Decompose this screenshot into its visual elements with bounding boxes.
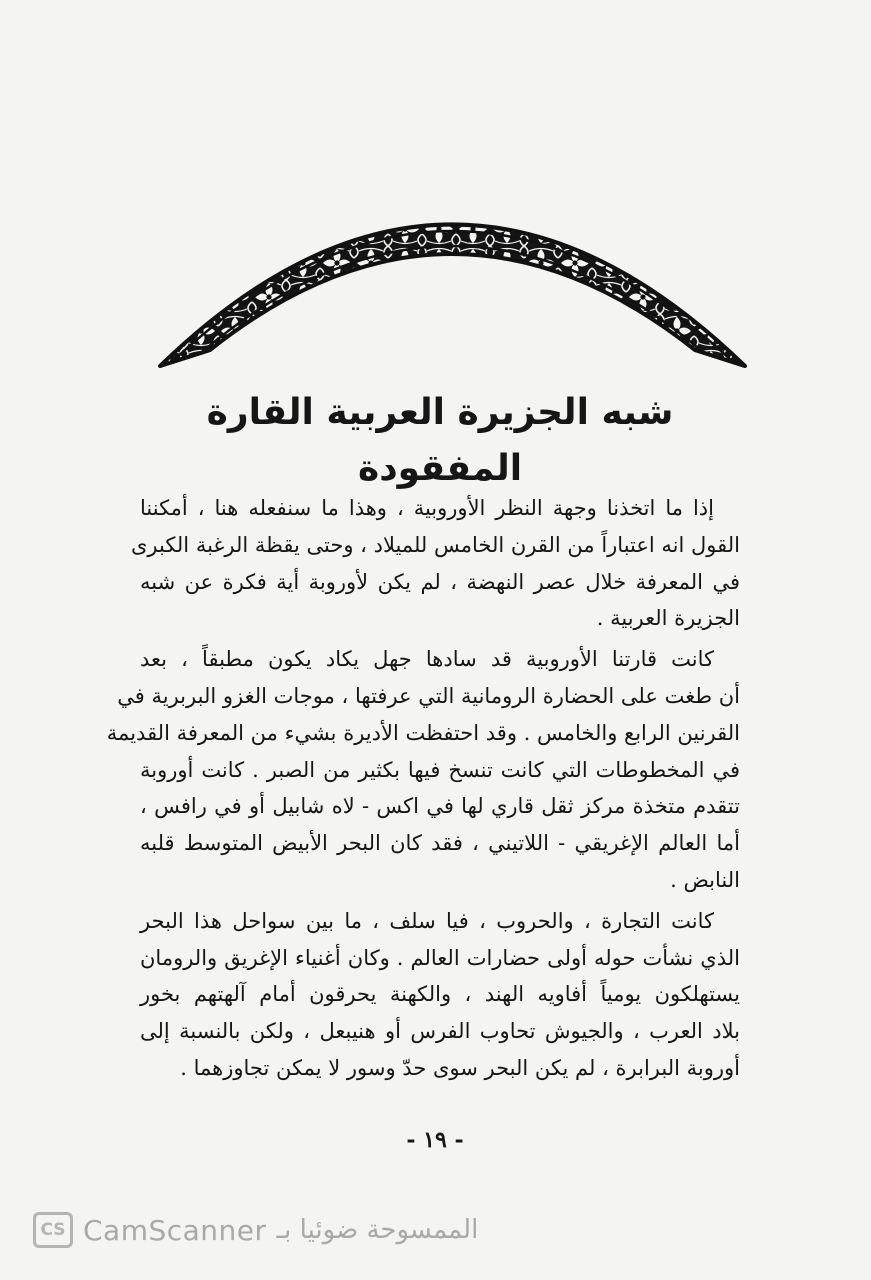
chapter-title: شبه الجزيرة العربية القارة المفقودة [206,392,674,489]
text-line: القول انه اعتباراً من القرن الخامس للميلاد ، وحتى يقظة الرغبة الكبرى [130,532,740,557]
text-line: تتقدم متخذة مركز ثقل قاري لها في اكس - لاه شابيل أو في رافس ، [140,794,740,819]
text-line: الذي نشأت حوله أولى حضارات العالم . وكان أغنياء الإغريق والرومان [140,945,740,970]
page-number: - ١٩ - [406,1127,464,1153]
text-line: أما العالم الإغريقي - اللاتيني ، فقد كان البحر الأبيض المتوسط قلبه [140,831,740,856]
text-line: يستهلكون يومياً أفاويه الهند ، والكهنة يحرقون أمام آلهتهم بخور [140,982,740,1007]
text-line: إذا ما اتخذنا وجهة النظر الأوروبية ، وهذا ما سنفعله هنا ، أمكننا [140,496,714,520]
text-line: كانت التجارة ، والحروب ، فيا سلف ، ما بين سواحل هذا البحر [140,908,714,933]
camscanner-watermark [33,1210,478,1250]
text-line: أوروبة البرابرة ، لم يكن البحر سوى حدّ وسور لا يمكن تجاوزهما . [180,1055,740,1080]
paragraph [106,641,740,899]
watermark-caption: الممسوحة ضوئيا بـ [276,1215,479,1245]
text-line: كانت قارتنا الأوروبية قد سادها جهل يكاد يكون مطبقاً ، بعد [140,647,714,672]
text-line: في المعرفة خلال عصر النهضة ، لم يكن لأوروبة أية فكرة عن شبه [140,569,740,594]
text-line: القرنين الرابع والخامس . وقد احتفظت الأديرة بشيء من المعرفة القديمة [106,720,740,745]
watermark-brand: CamScanner [83,1213,267,1247]
paragraph [130,490,740,637]
text-line: في المخطوطات التي كانت تنسخ فيها بكثير من الصبر . كانت أوروبة [140,757,740,782]
body-text [106,490,740,1087]
text-line: بلاد العرب ، والجيوش تحاوب الفرس أو هنيبعل ، ولكن بالنسبة إلى [140,1019,740,1044]
paragraph [140,903,740,1087]
text-line: الجزيرة العربية . [596,606,740,631]
text-line: أن طغت على الحضارة الرومانية التي عرفتها ، موجات الغزو البربرية في [117,683,740,708]
arabesque-arch-ornament [150,178,755,378]
text-line: النابض . [670,867,740,892]
camscanner-logo-icon: CS [33,1212,73,1248]
